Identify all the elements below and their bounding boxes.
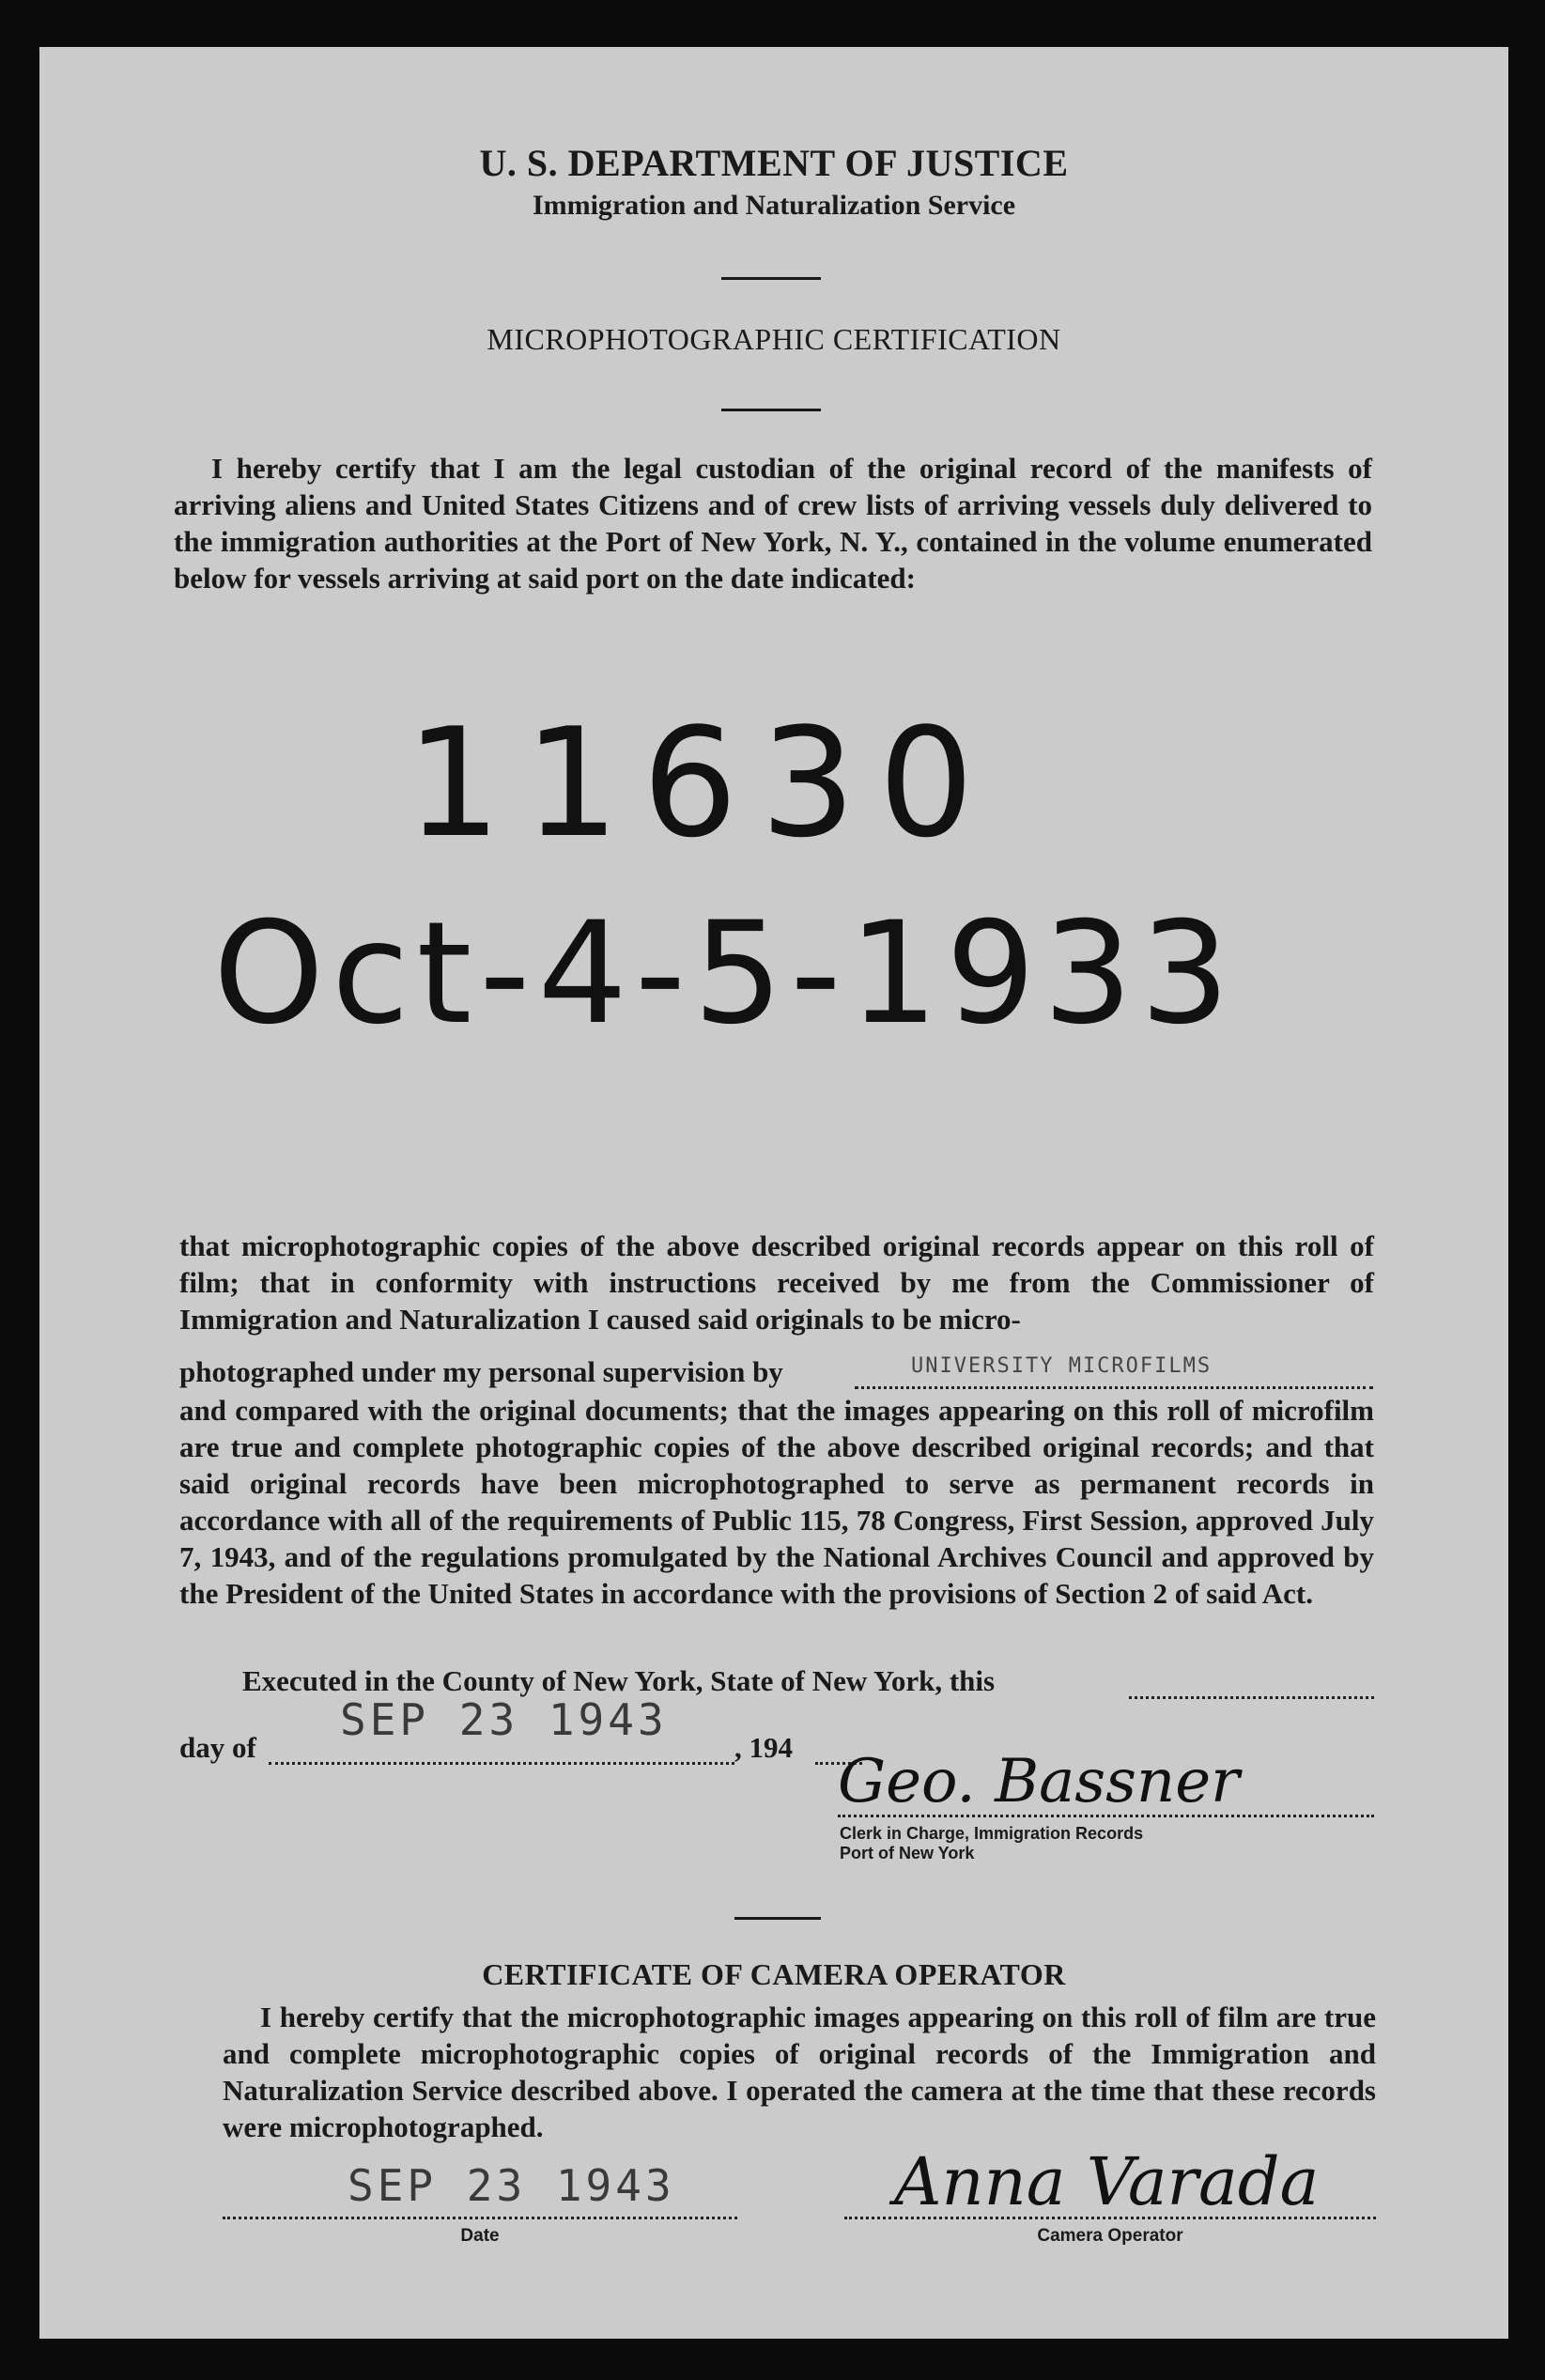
camera-operator-signature: Anna Varada (894, 2143, 1320, 2220)
camera-text: I hereby certify that the microphotographic images appearing on this roll of film are true and complete microphotographic copies of original records of the Immigration and Naturalization Service described above. I operated the camera at the time that these records were microphotographed. (223, 2001, 1376, 2143)
intro-paragraph (174, 450, 1372, 596)
certificate-page (39, 47, 1508, 2339)
clerk-signature-line (838, 1815, 1374, 1817)
clerk-title-line1: Clerk in Charge, Immigration Records (840, 1824, 1144, 1843)
handwritten-volume-number: 11630 (406, 695, 997, 871)
supervision-line (179, 1355, 783, 1389)
intro-text: I hereby certify that I am the legal custodian of the original record of the manifests of arriving aliens and United States Citizens and of crew lists of arriving vessels duly delivered to the immigration authorities at the Port of New York, N. Y., contained in the volume enumerated below for vessels arriving at said port on the date indicated: (174, 452, 1372, 595)
microfilm-company: UNIVERSITY MICROFILMS (911, 1354, 1213, 1378)
body-text-1: that microphotographic copies of the above described original records appear on this roll of film; that in conformity with instructions received by me from the Commissioner of Immigration and Naturalization I caused said originals to be micro- (179, 1229, 1374, 1336)
camera-paragraph (223, 1999, 1376, 2145)
service-subheading: Immigration and Naturalization Service (532, 190, 1016, 221)
camera-certificate-title: CERTIFICATE OF CAMERA OPERATOR (482, 1957, 1066, 1991)
supervision-prefix: photographed under my personal supervision by (179, 1355, 783, 1388)
header-divider-top (721, 277, 821, 280)
date-label: Date (460, 2226, 500, 2246)
operator-dotted-line (844, 2217, 1376, 2219)
year-prefix: , 194 (734, 1731, 793, 1764)
body-text-2: and compared with the original documents; that the images appearing on this roll of microfilm are true and complete photographic copies of the above described original records; and that said original records have been microphotographed to serve as permanent records in accordance with all of the requirements of Public 115, 78 Congress, First Session, approved July 7, 1943, and of the regulations promulgated by the National Archives Council and approved by the President of the United States in accordance with the provisions of Section 2 of said Act. (179, 1394, 1374, 1610)
handwritten-arrival-date: Oct-4-5-1933 (213, 892, 1238, 1056)
executed-day-dotted-line (1129, 1696, 1374, 1699)
department-heading: U. S. DEPARTMENT OF JUSTICE (479, 142, 1069, 184)
header-divider-bottom (721, 409, 821, 411)
day-of-dotted-line (269, 1762, 734, 1765)
camera-date-stamp: SEP 23 1943 (348, 2160, 675, 2211)
executed-date-stamp: SEP 23 1943 (340, 1694, 668, 1745)
day-of-label: day of (179, 1731, 256, 1764)
executed-text: Executed in the County of New York, State of New York, this (242, 1664, 996, 1697)
body-paragraph-part1 (179, 1228, 1374, 1337)
date-dotted-line (223, 2217, 737, 2219)
clerk-signature: Geo. Bassner (838, 1747, 1240, 1816)
supervision-dotted-line (855, 1386, 1373, 1389)
body-paragraph-part2 (179, 1392, 1374, 1612)
executed-line (242, 1664, 995, 1698)
camera-operator-label: Camera Operator (1037, 2226, 1183, 2246)
certification-title: MICROPHOTOGRAPHIC CERTIFICATION (487, 322, 1061, 356)
clerk-title-line2: Port of New York (840, 1844, 975, 1862)
section-divider (734, 1917, 821, 1920)
clerk-title (840, 1824, 1143, 1863)
